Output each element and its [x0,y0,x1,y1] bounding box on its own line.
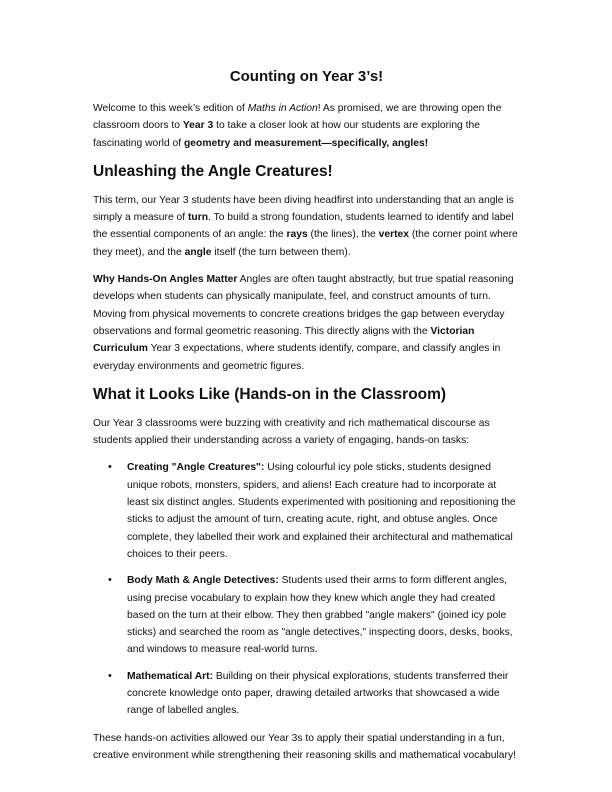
year-level: Year 3 [182,120,214,132]
page-title: Counting on Year 3’s! [229,68,384,85]
list-item-text: Using colourful icy pole sticks, students designed unique robots, monsters, spiders, and aliens! Each creature had to incorporate at least six distinct angles. Students experimented with positioning and repositioning the sticks to adjust the amount of turn, creating acute, right, and obtuse angles. Once complete, they labelled their work and explained their architectural and mathematical choices to their peers. [127,462,516,560]
intro-paragraph [93,100,520,152]
activities-intro-paragraph: Our Year 3 classrooms were buzzing with creativity and rich mathematical discourse as students applied their understanding across a variety of engaging, hands-on tasks: [93,417,490,447]
intro-focus: geometry and measurement—specifically, angles! [184,137,429,149]
publication-name: Maths in Action [247,103,318,114]
curriculum-name: Victorian Curriculum [93,325,475,355]
list-item-title: Creating "Angle Creatures": [127,462,265,474]
term-rays: rays [286,229,308,241]
section-heading-what-it-looks-like: What it Looks Like (Hands-on in the Classroom) [93,385,447,403]
list-item [127,459,520,563]
s1p2-text-1: Angles are often taught abstractly, but true spatial reasoning develops when students can physically manipulate, feel, and construct amounts of turn. Moving from physical movements to concrete creations bridges the gap between everyday observations and formal geometric reasoning. This directly aligns with the [93,274,514,337]
list-item-text: Building on their physical explorations, students transferred their concrete knowledge onto paper, drawing detailed artworks that showcased a wide range of labelled angles. [127,670,509,717]
term-angle: angle [184,246,212,258]
s1p1-text-1: This term, our Year 3 students have been diving headfirst into understanding that an angle is simply a measure of [93,194,514,224]
closing-paragraph: These hands-on activities allowed our Year 3s to apply their spatial understanding in a fun, creative environment while strengthening their reasoning skills and mathematical vocabulary! [93,732,516,761]
s1p1-text-2: . To build a strong foundation, students learned to identify and label the essential components of an angle: the [93,212,514,241]
intro-text-1: Welcome to this week’s edition of [93,103,248,114]
intro-text-3: to take a closer look at how our students are exploring the fascinating world of [93,120,480,149]
section-heading-angle-creatures: Unleashing the Angle Creatures! [93,162,333,180]
list-item-text: Students used their arms to form different angles, using precise vocabulary to explain how they knew which angle they had created based on the turn at their elbow. They then grabbed "angle makers" (joined icy pole sticks) and searched the room as "angle detectives," inspecting doors, desks, books, and windows to measure real-world turns. [127,575,513,656]
list-item [127,668,520,720]
list-item-title: Mathematical Art: [127,670,214,682]
s1p1-text-4: (the corner point where they meet), and the [93,229,518,258]
s1p1-text-5: itself (the turn between them). [211,246,351,258]
s1p2-text-2: Year 3 expectations, where students identify, compare, and classify angles in everyday environments and geometric figures. [93,343,501,372]
list-item [127,572,520,658]
hands-on-paragraph [93,271,520,375]
list-item-title: Body Math & Angle Detectives: [127,575,279,587]
activities-list [93,459,520,719]
intro-text-2: ! As promised, we are throwing open the classroom doors to [93,103,502,132]
term-vertex: vertex [378,229,409,241]
angle-components-paragraph [93,192,520,261]
s1p1-text-3: (the lines), the [307,229,379,241]
hands-on-lead: Why Hands-On Angles Matter [93,274,238,286]
term-turn: turn [188,212,209,224]
